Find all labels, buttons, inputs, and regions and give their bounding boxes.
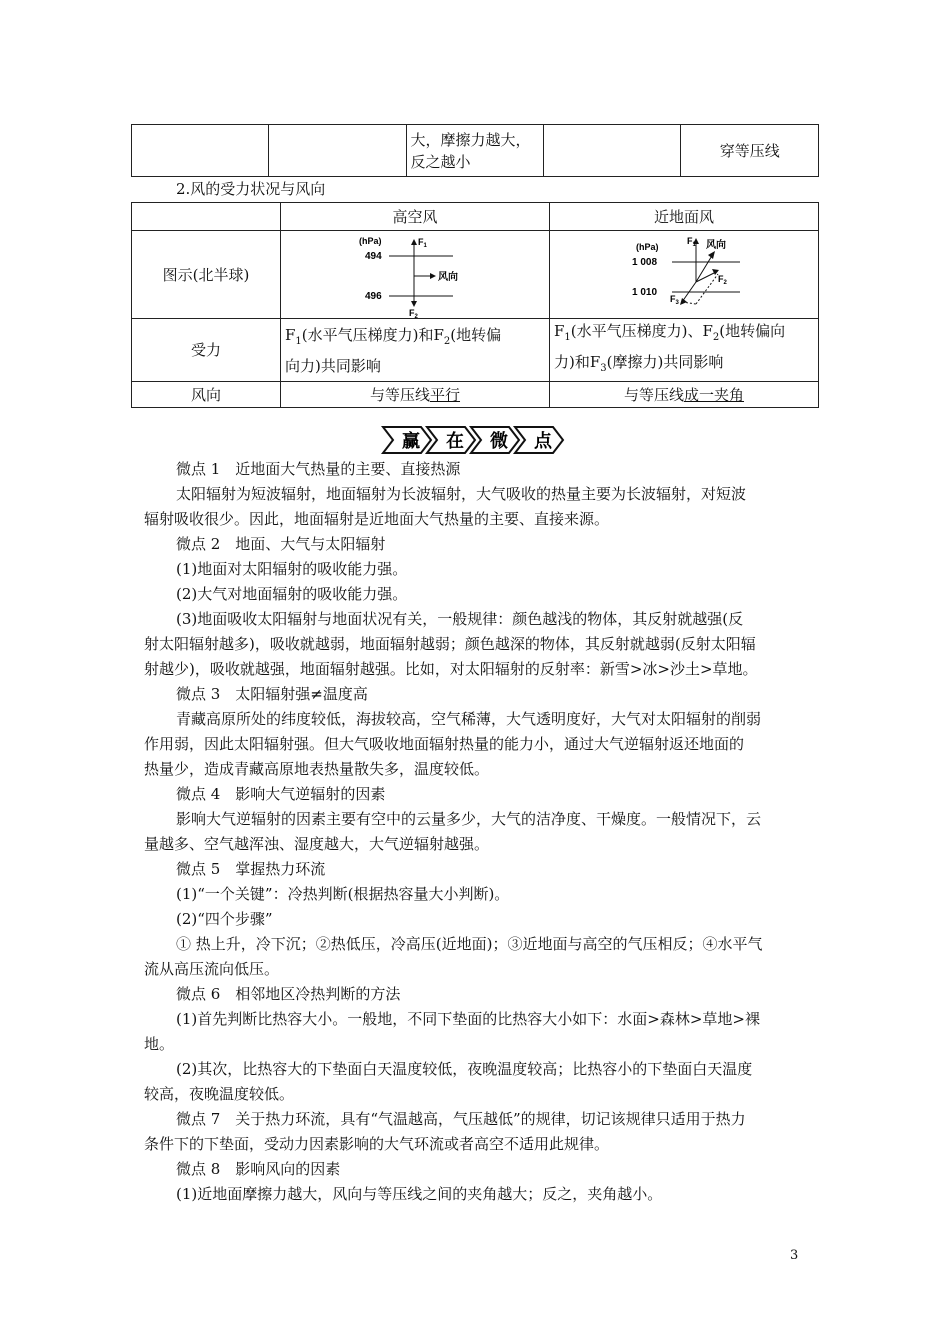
- text-line-11: 青藏高原所处的纬度较低，海拔较高，空气稀薄，大气透明度好，大气对太阳辐射的削弱: [176, 710, 762, 728]
- banner-char-1: 赢: [402, 431, 420, 452]
- top-table-cell-2: [269, 125, 406, 177]
- text-line-24: 地。: [144, 1035, 175, 1053]
- surface-wind-diagram: [550, 232, 818, 318]
- text-line-30: (1)近地面摩擦力越大，风向与等压线之间的夹角越大；反之，夹角越小。: [176, 1185, 663, 1203]
- wind-table-diagram-label: 图示(北半球): [132, 231, 281, 319]
- text-line-10: 微点 3 太阳辐射强≠温度高: [176, 685, 368, 703]
- diagram-high-cell: [281, 231, 550, 319]
- wind-table-corner: [132, 203, 281, 231]
- section-heading: 2.风的受力状况与风向: [176, 180, 326, 198]
- surface-wind-arrowhead: [708, 251, 715, 259]
- top-table-cell-3-line1: 大，摩擦力越大，: [410, 130, 531, 149]
- text-line-14: 微点 4 影响大气逆辐射的因素: [176, 785, 386, 803]
- text-line-4: 微点 2 地面、大气与太阳辐射: [176, 535, 386, 553]
- text-line-26: 较高，夜晚温度较低。: [144, 1085, 295, 1103]
- high-altitude-wind-diagram: [281, 232, 549, 318]
- high-force-line2: 向力)共同影响: [285, 356, 381, 375]
- surface-force-line1: $F_1$(水平气压梯度力)、$F_2$(地转偏向: [554, 322, 786, 343]
- wind-table-force-label: 受力: [132, 319, 281, 382]
- wind-table-dir-label: 风向: [132, 382, 281, 408]
- text-line-27: 微点 7 关于热力环流，具有“气温越高，气压越低”的规律，切记该规律只适用于热力: [176, 1110, 746, 1128]
- surface-force-cell: [550, 319, 819, 382]
- page-number: 3: [790, 1248, 799, 1263]
- text-line-29: 微点 8 影响风向的因素: [176, 1160, 341, 1178]
- text-line-21: 流从高压流向低压。: [144, 960, 280, 978]
- text-line-12: 作用弱，因此太阳辐射强。但大气吸收地面辐射热量的能力小，通过大气逆辐射返还地面的: [144, 735, 745, 753]
- top-table-cell-4: [544, 125, 681, 177]
- high-unit-label: (hPa): [359, 235, 382, 246]
- high-f2-label: $F_2$: [409, 307, 418, 318]
- text-line-22: 微点 6 相邻地区冷热判断的方法: [176, 985, 401, 1003]
- banner-char-2: 在: [446, 431, 464, 452]
- text-line-2: 太阳辐射为短波辐射，地面辐射为长波辐射，大气吸收的热量主要为长波辐射，对短波: [176, 485, 747, 503]
- top-table-cell-1: [132, 125, 269, 177]
- top-table-cell-3: [406, 125, 544, 177]
- surface-f3-label: $F_3$: [670, 293, 679, 306]
- high-f1-label: $F_1$: [418, 236, 427, 249]
- wind-table-header-surface: 近地面风: [550, 203, 819, 231]
- surface-dir-cell: 与等压线成一夹角: [550, 382, 819, 408]
- surface-force-line2: 力)和$F_3$(摩擦力)共同影响: [554, 353, 724, 374]
- text-line-15: 影响大气逆辐射的因素主要有空中的云量多少，大气的洁净度、干燥度。一般情况下，云: [176, 810, 762, 828]
- text-line-1: 微点 1 近地面大气热量的主要、直接热源: [176, 460, 461, 478]
- top-table: [131, 124, 819, 177]
- surface-isobar-bottom-label: 1 010: [632, 286, 658, 298]
- text-line-7: (3)地面吸收太阳辐射与地面状况有关，一般规律：颜色越浅的物体，其反射就越强(反: [176, 610, 744, 628]
- high-wind-label: 风向: [438, 271, 458, 283]
- text-line-13: 热量少，造成青藏高原地表热量散失多，温度较低。: [144, 760, 490, 778]
- surface-f1-label: $F_1$: [687, 235, 696, 248]
- text-line-17: 微点 5 掌握热力环流: [176, 860, 326, 878]
- high-force-cell: [281, 319, 550, 382]
- text-line-8: 射太阳辐射越多)，吸收就越弱，地面辐射越弱；颜色越深的物体，其反射就越弱(反射太阳辐: [144, 635, 756, 653]
- surface-unit-label: (hPa): [636, 241, 659, 252]
- surface-resultant-dashed: [696, 274, 718, 304]
- text-line-25: (2)其次，比热容大的下垫面白天温度较低，夜晚温度较高；比热容小的下垫面白天温度: [176, 1060, 753, 1078]
- high-f2-arrowhead: [411, 301, 417, 307]
- high-force-line1: $F_1$(水平气压梯度力)和$F_2$(地转偏: [285, 325, 502, 347]
- high-wind-arrowhead: [430, 273, 436, 279]
- text-line-20: ① 热上升，冷下沉；②热低压，冷高压(近地面)；③近地面与高空的气压相反；④水平气: [176, 935, 763, 953]
- text-line-3: 辐射吸收很少。因此，地面辐射是近地面大气热量的主要、直接来源。: [144, 510, 610, 528]
- text-line-23: (1)首先判断比热容大小。一般地，不同下垫面的比热容大小如下：水面>森林>草地>裸: [176, 1010, 760, 1028]
- diagram-surface-cell: [550, 231, 819, 319]
- text-line-5: (1)地面对太阳辐射的吸收能力强。: [176, 560, 408, 578]
- surface-wind-label: 风向: [706, 239, 726, 251]
- wind-table-header-high: 高空风: [281, 203, 550, 231]
- text-line-16: 量越多、空气越浑浊、湿度越大，大气逆辐射越强。: [144, 835, 490, 853]
- text-line-9: 射越少)，吸收就越强，地面辐射越强。比如，对太阳辐射的反射率：新雪>冰>沙土>草地。: [144, 660, 758, 678]
- banner-char-3: 微: [490, 431, 508, 452]
- high-dir-key: 平行: [430, 385, 461, 404]
- top-table-cell-5: 穿等压线: [681, 125, 819, 177]
- text-line-28: 条件下的下垫面，受动力因素影响的大气环流或者高空不适用此规律。: [144, 1135, 610, 1153]
- high-isobar-top-label: 494: [365, 250, 382, 262]
- surface-dir-key: 成一夹角: [684, 385, 745, 404]
- text-line-19: (2)“四个步骤”: [176, 910, 273, 928]
- text-line-6: (2)大气对地面辐射的吸收能力强。: [176, 585, 408, 603]
- high-dir-cell: 与等压线平行: [281, 382, 550, 408]
- banner-char-4: 点: [534, 431, 552, 452]
- surface-f2-label: $F_2$: [718, 273, 727, 286]
- surface-isobar-top-label: 1 008: [632, 256, 658, 268]
- wind-table: [131, 202, 819, 408]
- section-banner: [381, 424, 567, 456]
- top-table-cell-3-line2: 反之越小: [410, 152, 471, 171]
- high-isobar-bottom-label: 496: [365, 290, 382, 302]
- high-f1-arrowhead: [411, 239, 417, 245]
- text-line-18: (1)“一个关键”：冷热判断(根据热容量大小判断)。: [176, 885, 510, 903]
